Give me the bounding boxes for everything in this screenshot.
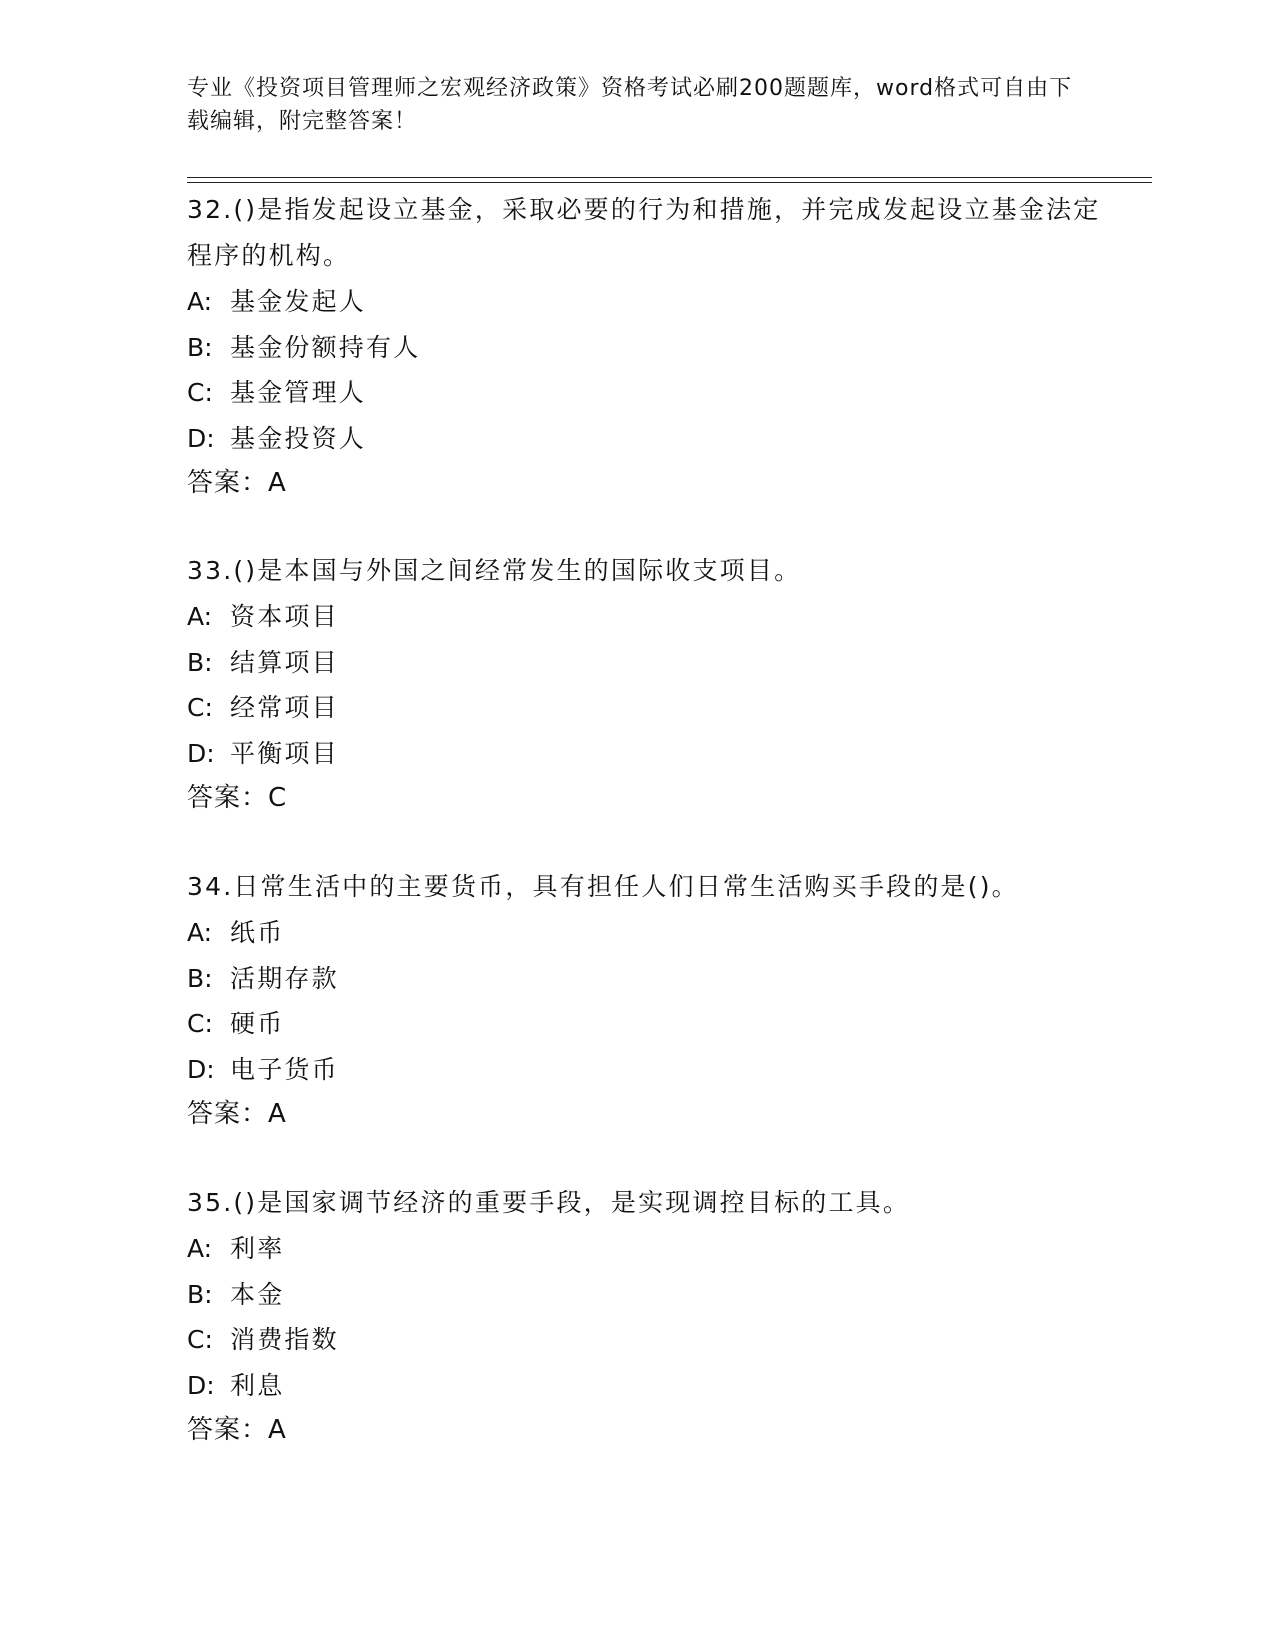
answer-value: A xyxy=(268,1415,286,1445)
option-text: 平衡项目 xyxy=(230,738,339,768)
answer-line xyxy=(187,461,1107,507)
answer-line xyxy=(187,1408,1107,1454)
option-a xyxy=(187,1226,1107,1272)
option-text: 资本项目 xyxy=(230,602,339,631)
option-d xyxy=(187,731,1107,777)
option-key: A: xyxy=(187,602,213,631)
option-text: 本金 xyxy=(230,1279,285,1309)
option-text: 活期存款 xyxy=(230,963,339,993)
question-block xyxy=(187,864,1107,1138)
option-text: 纸币 xyxy=(230,918,285,947)
option-text: 电子货币 xyxy=(230,1054,339,1084)
option-text: 基金投资人 xyxy=(230,423,367,453)
option-a xyxy=(187,279,1107,325)
answer-label: 答案： xyxy=(187,1099,269,1129)
answer-value: A xyxy=(268,468,286,498)
option-b xyxy=(187,325,1107,371)
question-block xyxy=(187,548,1107,822)
option-d xyxy=(187,416,1107,462)
question-stem: 34.日常生活中的主要货币，具有担任人们日常生活购买手段的是()。 xyxy=(187,872,1019,901)
option-key: B: xyxy=(187,332,213,362)
option-c xyxy=(187,370,1107,416)
option-text: 经常项目 xyxy=(230,693,339,722)
option-key: D: xyxy=(187,738,215,768)
question-stem: 33.()是本国与外国之间经常发生的国际收支项目。 xyxy=(187,556,802,585)
option-key: B: xyxy=(187,1279,213,1309)
answer-label: 答案： xyxy=(187,468,269,498)
option-key: D: xyxy=(187,423,215,453)
option-d xyxy=(187,1363,1107,1409)
question-block xyxy=(187,1180,1107,1454)
option-key: D: xyxy=(187,1370,215,1400)
question-stem: 32.()是指发起设立基金，采取必要的行为和措施，并完成发起设立基金法定程序的机构。 xyxy=(187,195,1101,270)
option-key: C: xyxy=(187,378,213,407)
option-key: B: xyxy=(187,647,213,677)
option-c xyxy=(187,1001,1107,1047)
option-text: 利息 xyxy=(230,1370,285,1400)
option-text: 基金管理人 xyxy=(230,378,367,407)
answer-label: 答案： xyxy=(187,783,269,813)
option-key: C: xyxy=(187,1325,213,1354)
answer-label: 答案： xyxy=(187,1415,269,1445)
question-block xyxy=(187,187,1107,507)
option-text: 基金发起人 xyxy=(230,287,367,316)
answer-value: C xyxy=(268,783,287,813)
option-b xyxy=(187,640,1107,686)
option-d xyxy=(187,1047,1107,1093)
option-key: B: xyxy=(187,963,213,993)
option-text: 消费指数 xyxy=(230,1325,339,1354)
option-key: C: xyxy=(187,693,213,722)
question-stem: 35.()是国家调节经济的重要手段，是实现调控目标的工具。 xyxy=(187,1188,911,1217)
answer-line xyxy=(187,776,1107,822)
option-key: C: xyxy=(187,1009,213,1038)
document-header: 专业《投资项目管理师之宏观经济政策》资格考试必刷200题题库，word格式可自由下载编辑，附完整答案！ xyxy=(187,76,1073,134)
option-c xyxy=(187,1317,1107,1363)
answer-line xyxy=(187,1092,1107,1138)
header-rule-top xyxy=(187,177,1152,178)
option-text: 利率 xyxy=(230,1234,285,1263)
option-key: A: xyxy=(187,918,213,947)
header-rule-bottom xyxy=(187,182,1152,183)
option-text: 硬币 xyxy=(230,1009,285,1038)
option-b xyxy=(187,1272,1107,1318)
answer-value: A xyxy=(268,1099,286,1129)
option-c xyxy=(187,685,1107,731)
option-a xyxy=(187,910,1107,956)
option-key: A: xyxy=(187,1234,213,1263)
option-text: 结算项目 xyxy=(230,647,339,677)
option-a xyxy=(187,594,1107,640)
option-key: D: xyxy=(187,1054,215,1084)
option-key: A: xyxy=(187,287,213,316)
option-b xyxy=(187,956,1107,1002)
option-text: 基金份额持有人 xyxy=(230,332,421,362)
